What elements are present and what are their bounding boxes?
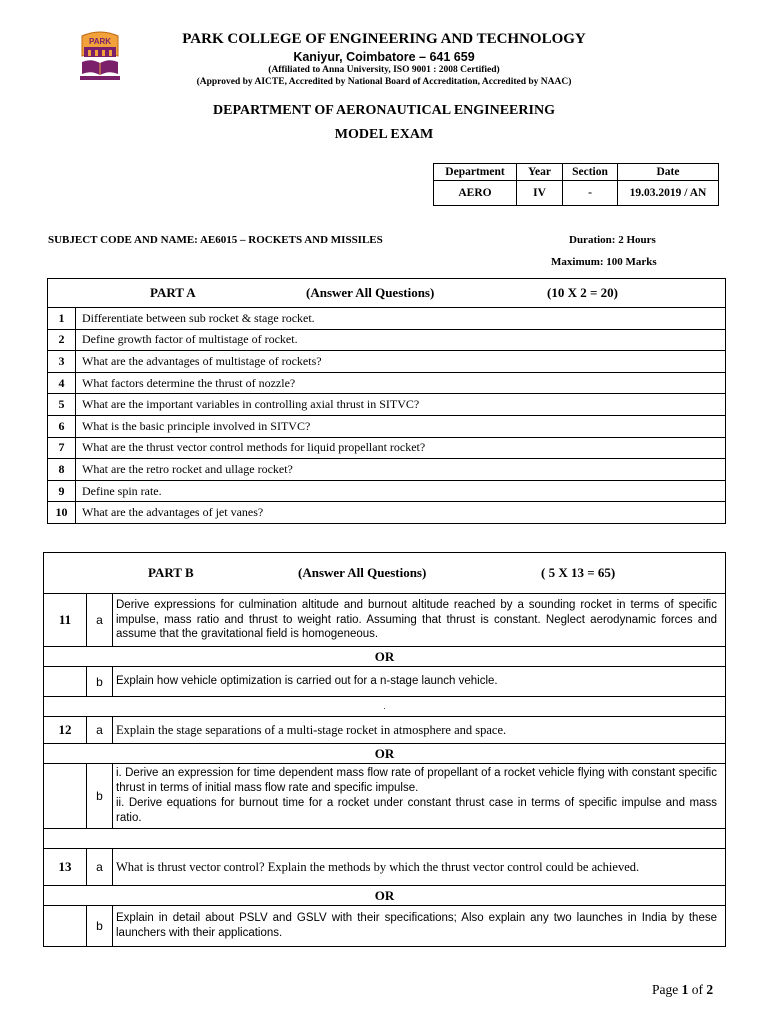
- part-a-header: [48, 279, 726, 308]
- part-a-marks: (10 X 2 = 20): [547, 285, 618, 300]
- question-number: 6: [48, 415, 76, 437]
- table-row: [48, 351, 726, 373]
- question-text: What factors determine the thrust of nozzle?: [76, 372, 726, 394]
- sub-question-label: a: [87, 594, 113, 647]
- question-text: Define growth factor of multistage of rocket.: [76, 329, 726, 351]
- part-b-marks: ( 5 X 13 = 65): [541, 565, 616, 580]
- exam-title: MODEL EXAM: [334, 127, 434, 142]
- question-part-ii: ii. Derive equations for burnout time for a rocket under constant thrust case in terms of specific impulse and mass ratio.: [116, 797, 717, 824]
- exam-info-table: [433, 163, 719, 206]
- question-number: 10: [48, 502, 76, 524]
- table-row: [48, 502, 726, 524]
- question-number: 2: [48, 329, 76, 351]
- sub-question-label: b: [87, 906, 113, 947]
- question-number: 5: [48, 394, 76, 416]
- question-text: What are the advantages of multistage of rockets?: [76, 351, 726, 373]
- table-row: [48, 415, 726, 437]
- question-text: What are the important variables in controlling axial thrust in SITVC?: [76, 394, 726, 416]
- sub-question-label: b: [87, 667, 113, 697]
- info-value-date: 19.03.2019 / AN: [618, 181, 719, 206]
- or-label: OR: [44, 886, 726, 906]
- table-row: [48, 459, 726, 481]
- question-text: [113, 764, 726, 829]
- question-text: Define spin rate.: [76, 480, 726, 502]
- duration: Duration: 2 Hours: [569, 234, 656, 246]
- table-row: [44, 594, 726, 647]
- question-text: Explain the stage separations of a multi-stage rocket in atmosphere and space.: [113, 717, 726, 744]
- table-row: [48, 329, 726, 351]
- question-text: Explain how vehicle optimization is carried out for a n-stage launch vehicle.: [113, 667, 726, 697]
- info-value-year: IV: [517, 181, 563, 206]
- question-number: 7: [48, 437, 76, 459]
- part-b-instruction: (Answer All Questions): [298, 565, 427, 580]
- part-a-instruction: (Answer All Questions): [306, 285, 435, 300]
- question-text: Differentiate between sub rocket & stage rocket.: [76, 308, 726, 330]
- info-value-section: -: [563, 181, 618, 206]
- page-current: 1: [681, 982, 689, 997]
- table-row: [44, 717, 726, 744]
- question-text: What is the basic principle involved in SITVC?: [76, 415, 726, 437]
- table-row: [48, 480, 726, 502]
- question-part-i: i. Derive an expression for time dependent mass flow rate of propellant of a rocket vehicle flying with constant specific thrust in terms of initial mass flow rate and specific impulse.: [116, 767, 717, 795]
- college-address: Kaniyur, Coimbatore – 641 659: [293, 50, 475, 64]
- question-text: What are the advantages of jet vanes?: [76, 502, 726, 524]
- or-label: OR: [44, 647, 726, 667]
- table-row: [48, 308, 726, 330]
- page-total: 2: [706, 982, 714, 997]
- table-row: [44, 906, 726, 947]
- part-b-title: PART B: [148, 565, 194, 580]
- question-text: What is thrust vector control? Explain the methods by which the thrust vector control could be achieved.: [113, 849, 726, 886]
- sub-question-label: b: [87, 764, 113, 829]
- table-row: [44, 667, 726, 697]
- info-header-year: Year: [517, 164, 563, 181]
- page-number: Page 1 of 2: [652, 982, 714, 997]
- question-number: 11: [44, 594, 87, 647]
- question-number: 4: [48, 372, 76, 394]
- question-number: 13: [44, 849, 87, 886]
- question-number: 12: [44, 717, 87, 744]
- question-text: Explain in detail about PSLV and GSLV with their specifications; Also explain any two launches in India by these launchers with their applications.: [113, 906, 726, 947]
- or-label: OR: [44, 744, 726, 764]
- college-affiliation: (Affiliated to Anna University, ISO 9001 : 2008 Certified): [268, 65, 500, 75]
- question-number: 8: [48, 459, 76, 481]
- info-value-department: AERO: [434, 181, 517, 206]
- question-number: 3: [48, 351, 76, 373]
- part-a-table: [47, 278, 726, 524]
- table-row: [44, 849, 726, 886]
- part-b-header: [44, 553, 726, 594]
- table-row: [48, 394, 726, 416]
- maximum-marks: Maximum: 100 Marks: [551, 256, 657, 268]
- question-text: What are the retro rocket and ullage rocket?: [76, 459, 726, 481]
- question-number: 1: [48, 308, 76, 330]
- sub-question-label: a: [87, 717, 113, 744]
- table-row: [48, 437, 726, 459]
- question-number: 9: [48, 480, 76, 502]
- info-header-department: Department: [434, 164, 517, 181]
- part-a-title: PART A: [150, 285, 196, 300]
- part-b-table: [43, 552, 726, 947]
- college-approval: (Approved by AICTE, Accredited by National Board of Accreditation, Accredited by NAAC): [196, 77, 572, 87]
- department-title: DEPARTMENT OF AERONAUTICAL ENGINEERING: [213, 103, 555, 118]
- table-row: [44, 764, 726, 829]
- logo-text: PARK: [88, 37, 112, 46]
- table-row: [48, 372, 726, 394]
- spacer-dot: .: [44, 697, 726, 717]
- info-header-date: Date: [618, 164, 719, 181]
- sub-question-label: a: [87, 849, 113, 886]
- question-text: What are the thrust vector control methods for liquid propellant rocket?: [76, 437, 726, 459]
- info-header-section: Section: [563, 164, 618, 181]
- subject-line: SUBJECT CODE AND NAME: AE6015 – ROCKETS AND MISSILES: [48, 234, 383, 246]
- question-text: Derive expressions for culmination altitude and burnout altitude reached by a sounding rocket in terms of specific impulse, mass ratio and thrust to weight ratio. Assuming that thrust is constant. Neglect aerodynamic forces and assume that the gravitational field is homogeneous.: [113, 594, 726, 647]
- college-name: PARK COLLEGE OF ENGINEERING AND TECHNOLOGY: [182, 31, 586, 47]
